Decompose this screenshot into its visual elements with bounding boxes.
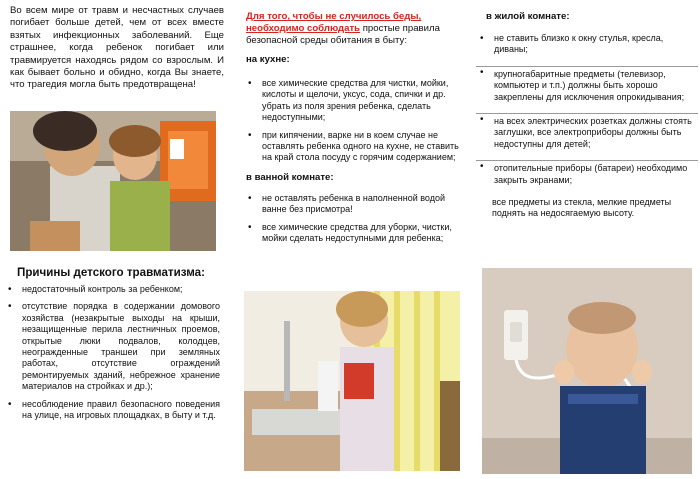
list-item: • несоблюдение правил безопасного поведения на улице, на игровых площадках, в быту и т.д. [4, 399, 220, 422]
middle-column [238, 0, 464, 479]
list-item: • не ставить близко к окну стулья, кресла, диваны; [476, 33, 698, 56]
photo-mother-and-boy [10, 111, 216, 251]
list-item: • отсутствие порядка в содержании домового хозяйства (незакрытые выходы на крыши, незащищенные перила лестничных проемов, открытые люки подвалов, колодцев, неогражденные траншеи при земляных работах, отсутствие ограждений ремонтируемых зданий, небрежное хранение материалов на стройках и др.); [4, 301, 220, 392]
list-item: • все химические средства для уборки, чистки, мойки сделать недоступными для ребенка; [244, 222, 460, 245]
bathroom-list [244, 193, 460, 251]
living-room-extra: все предметы из стекла, мелкие предметы поднять на недосягаемую высоту. [492, 197, 672, 219]
bathroom-title: в ванной комнате: [246, 172, 334, 183]
list-item: • крупногабаритные предметы (телевизор, компьютер и т.п.) должны быть хорошо закреплены для исключения опрокидывания; [476, 66, 698, 103]
lead-highlight: Для того, чтобы не случилось беды, необходимо соблюдать [246, 11, 422, 34]
list-item: • при кипячении, варке ни в коем случае не оставлять ребенка одного на кухне, не ставить на край стола посуду с горячим содержанием; [244, 130, 460, 164]
photo-baby-with-cord [482, 268, 692, 474]
causes-title: Причины детского травматизма: [17, 266, 205, 279]
list-item: • недостаточный контроль за ребенком; [4, 284, 220, 295]
photo-girl-at-sink [244, 291, 460, 471]
kitchen-title: на кухне: [246, 54, 290, 65]
list-item: • на всех электрических розетках должны стоять заглушки, все электроприборы должны быть недоступны для детей; [476, 113, 698, 150]
safety-rules-lead [246, 11, 460, 47]
causes-list [4, 284, 220, 427]
kitchen-list [244, 78, 460, 170]
left-column [0, 0, 232, 479]
right-column [472, 0, 700, 479]
list-item: • не оставлять ребенка в наполненной водой ванне без присмотра! [244, 193, 460, 216]
living-room-title: в жилой комнате: [486, 11, 570, 22]
list-item: • все химические средства для чистки, мойки, кислоты и щелочи, уксус, сода, спички и др. убрать из поля зрения ребенка, сделать недоступными; [244, 78, 460, 124]
list-item: • отопительные приборы (батареи) необходимо закрыть экранами; [476, 160, 698, 186]
living-room-list [476, 33, 698, 196]
lead-rest: простые правила безопасной среды обитания в быту: [246, 23, 440, 46]
intro-text: Во всем мире от травм и несчастных случаев погибает больше детей, чем от всех вместе взятых инфекционных заболеваний. Еще страшнее, когда ребенок погибает или травмируется находясь рядом со взрослым. И как бывает больно и обидно, когда Вы знаете, что трагедия могла быть предотвращена! [10, 5, 224, 91]
